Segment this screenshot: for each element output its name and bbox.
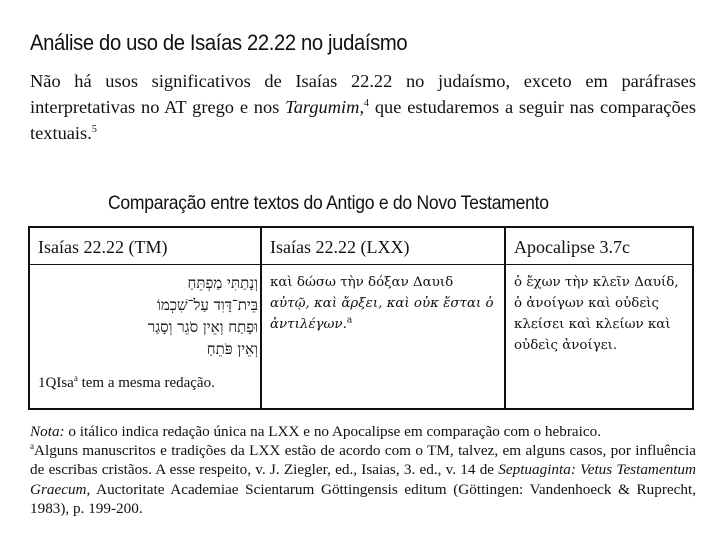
- header-apocalipse: Apocalipse 3.7c: [514, 237, 630, 257]
- header-isaias-tm: Isaías 22.22 (TM): [38, 237, 168, 257]
- intro-text-2: que estudaremos a seguir nas comparações textuais.: [30, 97, 696, 143]
- footnote-a: [30, 441, 696, 518]
- lxx-text: [270, 272, 498, 335]
- intro-comma: ,: [359, 97, 365, 117]
- footnote-ref-4: 4: [364, 97, 370, 109]
- lxx-footnote-ref: a: [346, 315, 353, 326]
- header-isaias-lxx: Isaías 22.22 (LXX): [270, 237, 410, 257]
- section-title: Análise do uso de Isaías 22.22 no judaísmo: [30, 30, 408, 55]
- note-label: Nota:: [30, 423, 65, 440]
- lxx-line-1: καὶ δώσω τὴν δόξαν Δαυιδ: [270, 275, 454, 290]
- footnote-a-mark: a: [30, 441, 34, 452]
- note-italic: [30, 422, 696, 441]
- hebrew-line: וְנָתַתִּי מַפְתֵּחַ: [187, 274, 258, 292]
- lxx-italic: αὐτῷ, καὶ ἄρξει, καὶ οὐκ ἔσται ὁ ἀντιλέγων.: [270, 296, 494, 332]
- note-text: o itálico indica redação única na LXX e no Apocalipse em comparação com o hebraico.: [64, 423, 602, 440]
- column-divider: [260, 228, 262, 408]
- hebrew-text: [38, 272, 258, 360]
- hebrew-line: בֵּית־דָּוִד עַל־שִׁכְמוֹ: [156, 296, 258, 314]
- qumran-text: tem a mesma redação.: [77, 375, 215, 391]
- apocalipse-text: ὁ ἔχων τὴν κλεῖν Δαυίδ, ὁ ἀνοίγων καὶ οὐδεὶς κλείσει καὶ κλείων καὶ οὐδεὶς ἀνοίγει.: [514, 275, 679, 353]
- qumran-note: [38, 375, 215, 392]
- table-title: Comparação entre textos do Antigo e do Novo Testamento: [108, 192, 549, 214]
- footnote-a-text-1: Alguns manuscritos e tradições da LXX estão de acordo com o TM, talvez, em alguns casos, por influência de escribas cristãos. A esse respeito, v. J. Ziegler, ed., Isaias, 3. ed., v. 14 de: [30, 442, 696, 479]
- column-divider: [504, 228, 506, 408]
- targumim-term: Targumim: [285, 97, 360, 117]
- qumran-label: 1QIsa: [38, 375, 74, 391]
- intro-text-1: Não há usos significativos de Isaías 22.22 no judaísmo, exceto em paráfrases interpretativas no AT grego e nos: [30, 71, 696, 117]
- footnote-a-text-2: , Auctoritate Academiae Scientarum Göttingensis editum (Göttingen: Vandenhoeck & Ruprecht, 1983), p. 199-200.: [30, 480, 696, 517]
- hebrew-line: וּפָתַח וְאֵין סֹגֵר וְסָגַר: [147, 318, 258, 336]
- table-notes: [30, 422, 696, 518]
- footnote-ref-5: 5: [91, 123, 97, 135]
- hebrew-line: וְאֵין פֹּתֵחַ: [206, 340, 258, 358]
- qumran-sup: a: [73, 373, 78, 383]
- intro-paragraph: [30, 68, 696, 146]
- comparison-table: [28, 226, 694, 410]
- footnote-a-title: Septuaginta: Vetus Testamentum Graecum: [30, 461, 696, 498]
